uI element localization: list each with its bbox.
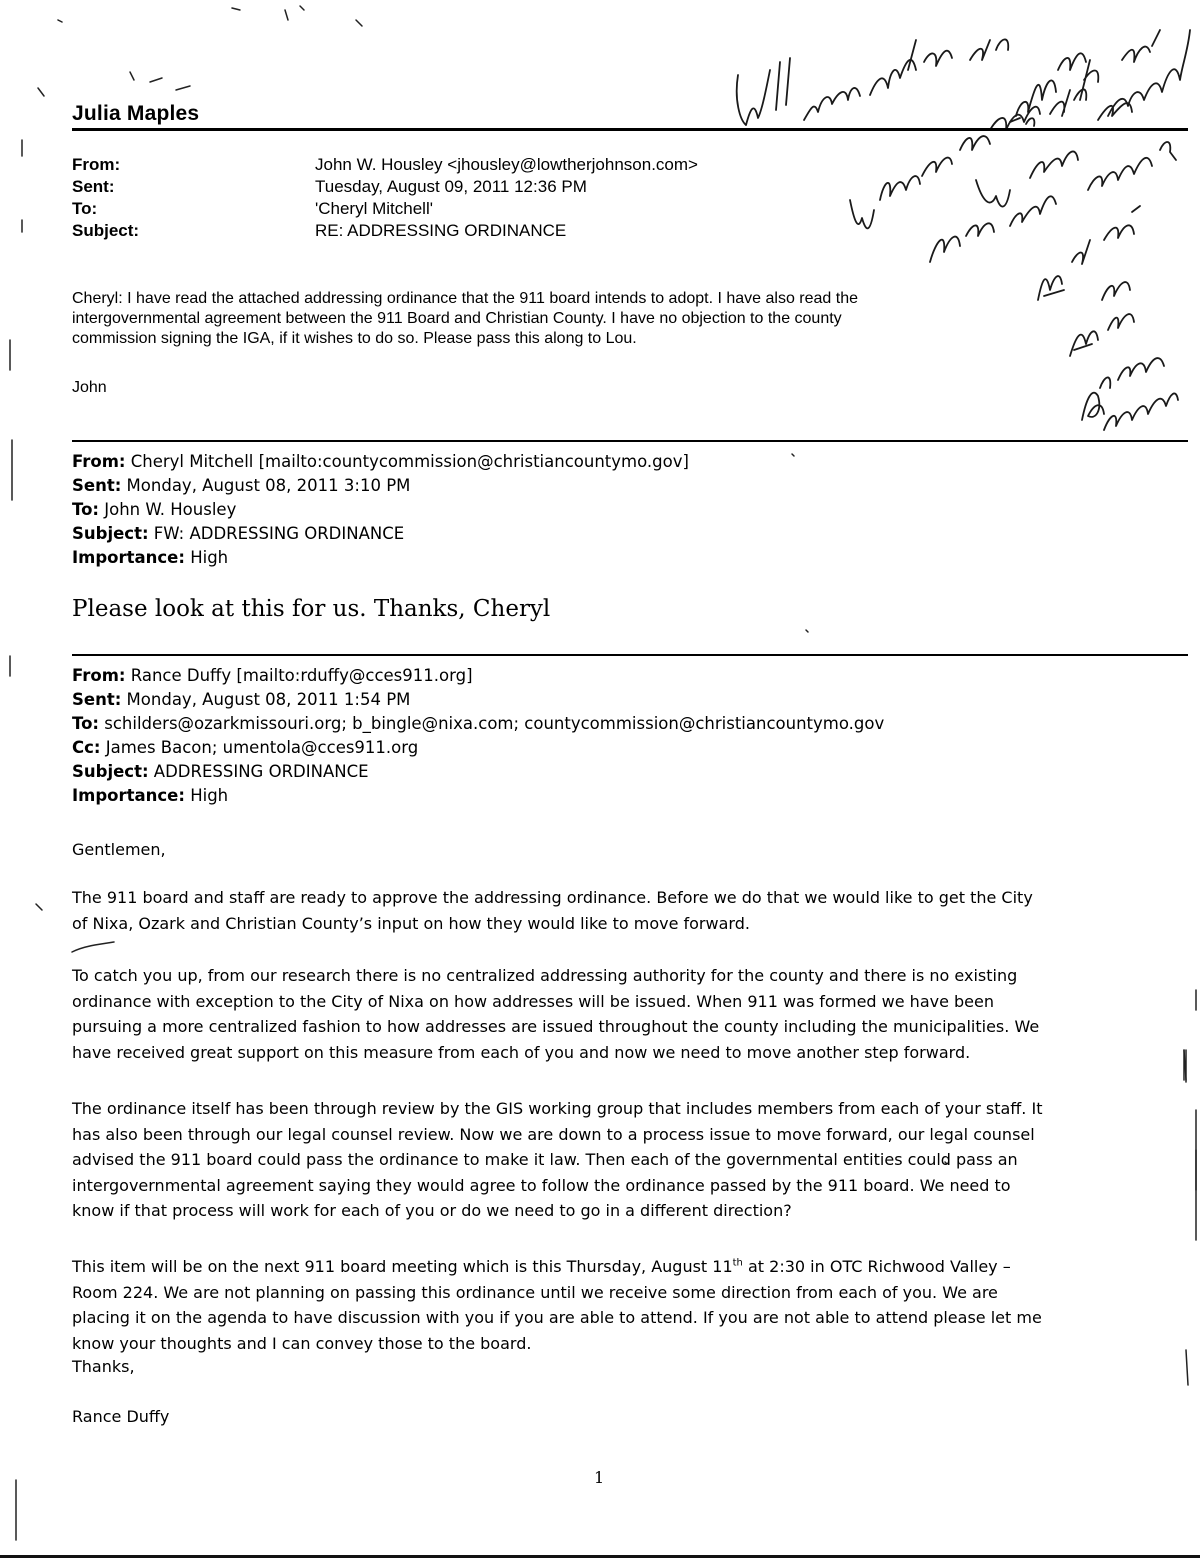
forward1-subject-value: FW: ADDRESSING ORDINANCE — [148, 524, 405, 543]
forward1-to-value: John W. Housley — [99, 500, 237, 519]
body-line: placing it on the agenda to have discussion with you if you are able to attend. If you are not able to attend please let me — [72, 1308, 1042, 1327]
forward2-subject-label: Subject: — [72, 762, 149, 781]
body-paragraph-2 — [72, 963, 1039, 1065]
body-closing: Thanks, — [72, 1357, 135, 1376]
reply-signature: John — [72, 379, 107, 396]
body-signature: Rance Duffy — [72, 1407, 170, 1426]
forward2-subject-value: ADDRESSING ORDINANCE — [148, 762, 369, 781]
body-line: advised the 911 board could pass the ordinance to make it law. Then each of the governmental entities could pass an — [72, 1150, 1018, 1169]
message-divider — [72, 654, 1188, 656]
to-value: 'Cheryl Mitchell' — [315, 199, 433, 218]
body-line: intergovernmental agreement saying they would agree to follow the ordinance passed by the 911 board. We need to — [72, 1175, 1011, 1195]
forward2-cc-label: Cc: — [72, 738, 101, 757]
meeting-date-text: This item will be on the next 911 board meeting which is this Thursday, August 11 — [72, 1257, 733, 1276]
forward2-from-label: From: — [72, 666, 126, 685]
body-paragraph-4 — [72, 1254, 1042, 1356]
page-number: 1 — [594, 1468, 605, 1487]
forward2-to-label: To: — [72, 714, 99, 733]
from-value: John W. Housley <jhousley@lowtherjohnson.com> — [315, 155, 698, 174]
header-divider — [72, 128, 1188, 131]
body-line: The ordinance itself has been through review by the GIS working group that includes members from each of your staff. It — [72, 1099, 1043, 1118]
body-greeting: Gentlemen, — [72, 840, 166, 859]
body-line: of Nixa, Ozark and Christian County’s input on how they would like to move forward. — [72, 913, 750, 933]
forward1-to-label: To: — [72, 500, 99, 519]
forward2-from-value: Rance Duffy [mailto:rduffy@cces911.org] — [125, 666, 473, 685]
body-line: The 911 board and staff are ready to approve the addressing ordinance. Before we do that we would like to get the City — [72, 888, 1033, 907]
meeting-location-text: at 2:30 in OTC Richwood Valley – — [742, 1257, 1011, 1276]
body-line: ordinance with exception to the City of Nixa on how addresses will be issued. When 911 was formed we have been — [72, 991, 994, 1011]
forward1-message: Please look at this for us. Thanks, Cheryl — [72, 596, 551, 622]
from-label: From: — [72, 155, 121, 174]
ordinal-suffix: th — [732, 1257, 743, 1269]
forward2-importance-value: High — [184, 786, 229, 805]
body-line: know your thoughts and I can convey those to the board. — [72, 1333, 532, 1353]
reply-line: intergovernmental agreement between the 911 Board and Christian County. I have no objection to the county — [72, 310, 842, 327]
sent-value: Tuesday, August 09, 2011 12:36 PM — [315, 177, 587, 196]
body-paragraph-3 — [72, 1096, 1042, 1224]
forward2-importance-label: Importance: — [72, 786, 185, 805]
forward2-header — [72, 664, 884, 808]
message-divider — [72, 440, 1188, 442]
reply-body — [72, 289, 858, 349]
forward1-importance-value: High — [184, 548, 229, 567]
reply-line: Cheryl: I have read the attached addressing ordinance that the 911 board intends to adopt. I have also read the — [72, 290, 859, 307]
forward2-to-value: schilders@ozarkmissouri.org; b_bingle@nixa.com; countycommission@christiancountymo.gov — [99, 714, 885, 733]
body-line: To catch you up, from our research there is no centralized addressing authority for the county and there is no existing — [72, 966, 1018, 985]
forward2-cc-value: James Bacon; umentola@cces911.org — [100, 738, 419, 757]
body-line — [72, 1254, 1042, 1280]
body-line: know if that process will work for each of you or do we need to go in a different direction? — [72, 1201, 792, 1220]
forward1-from-label: From: — [72, 452, 126, 471]
subject-label: Subject: — [72, 221, 140, 240]
mailbox-owner-name: Julia Maples — [72, 102, 200, 125]
sent-label: Sent: — [72, 177, 115, 196]
forward1-sent-label: Sent: — [72, 476, 122, 495]
forward1-header — [72, 450, 689, 570]
forward1-sent-value: Monday, August 08, 2011 3:10 PM — [121, 476, 411, 495]
forward1-importance-label: Importance: — [72, 548, 185, 567]
handwritten-note — [720, 0, 1200, 450]
to-label: To: — [72, 199, 98, 218]
reply-line: commission signing the IGA, if it wishes to do so. Please pass this along to Lou. — [72, 330, 637, 347]
forward1-from-value: Cheryl Mitchell [mailto:countycommission@christiancountymo.gov] — [125, 452, 689, 471]
forward1-subject-label: Subject: — [72, 524, 149, 543]
body-line: pursuing a more centralized fashion to how addresses are issued throughout the county including the municipalities. We — [72, 1017, 1040, 1036]
body-line: Room 224. We are not planning on passing this ordinance until we receive some direction from each of you. We are — [72, 1282, 998, 1302]
forward2-sent-label: Sent: — [72, 690, 122, 709]
body-line: has also been through our legal counsel review. Now we are down to a process issue to move forward, our legal counsel — [72, 1124, 1035, 1144]
body-line: have received great support on this measure from each of you and now we need to move another step forward. — [72, 1042, 971, 1062]
body-paragraph-1 — [72, 885, 1033, 936]
forward2-sent-value: Monday, August 08, 2011 1:54 PM — [121, 690, 411, 709]
subject-value: RE: ADDRESSING ORDINANCE — [315, 221, 567, 240]
